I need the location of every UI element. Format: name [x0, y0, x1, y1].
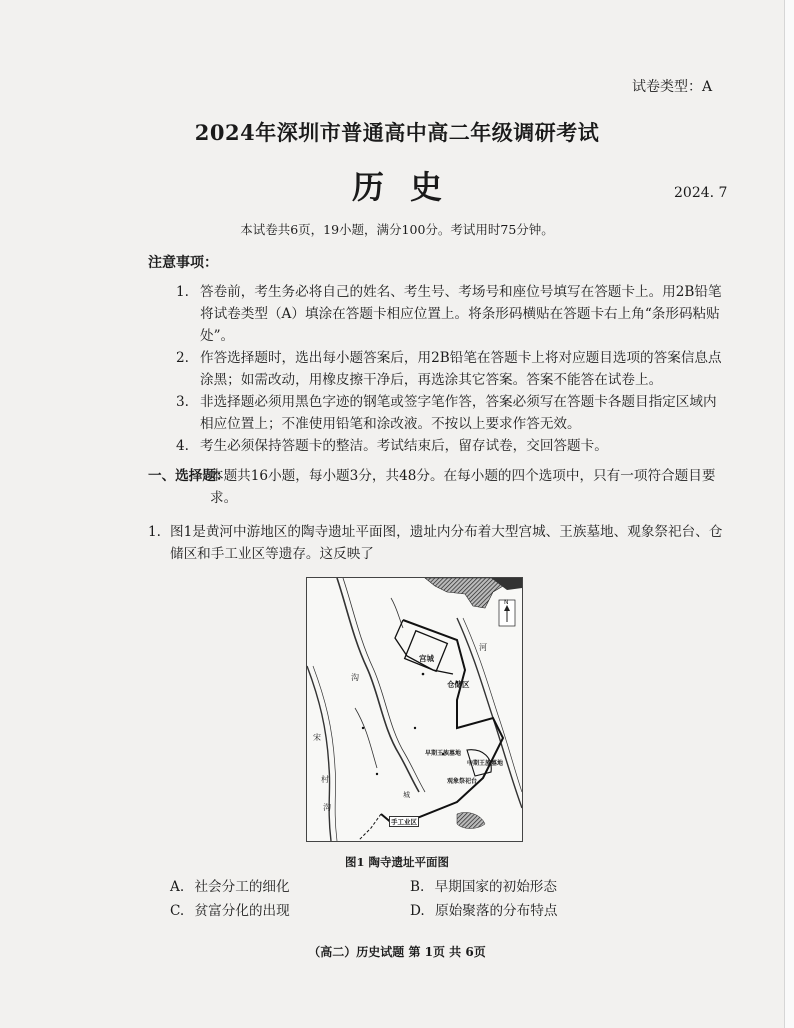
subject-title: 历史	[351, 168, 468, 206]
early-tomb-label: 早期王族墓地	[425, 750, 462, 757]
storage-label: 仓储区	[447, 680, 470, 689]
section-one	[148, 465, 724, 509]
option-b[interactable]	[410, 875, 557, 895]
notice-item	[176, 347, 724, 391]
exam-date: 2024. 7	[674, 185, 728, 201]
figure-caption: 图1 陶寺遗址平面图	[344, 855, 449, 869]
notice-item-text: 作答选择题时，选出每小题答案后，用2B铅笔在答题卡上将对应题目选项的答案信息点涂黑；如需改动，用橡皮擦干净后，再选涂其它答案。答案不能答在试卷上。	[200, 350, 722, 388]
notice-item	[176, 391, 724, 435]
ditch-label: 沟	[323, 803, 331, 812]
village-label: 村	[321, 775, 329, 784]
palace-label: 宫城	[419, 654, 434, 663]
site-plan-drawing	[307, 578, 522, 841]
craft-area-label: 手工业区	[391, 818, 417, 826]
notice-item-text: 答卷前，考生务必将自己的姓名、考生号、考场号和座位号填写在答题卡上。用2B铅笔将试卷类型（A）填涂在答题卡相应位置上。将条形码横贴在答题卡右上角“条形码粘贴处”。	[200, 284, 722, 344]
exam-title: 2024年深圳市普通高中高二年级调研考试	[194, 120, 600, 145]
village-label: 宋	[313, 733, 321, 742]
option-text: 贫富分化的出现	[194, 903, 290, 919]
mid-tomb-label: 中期王族墓地	[467, 760, 504, 767]
exam-description: 本试卷共6页，19小题，满分100分。考试用时75分钟。	[240, 222, 554, 237]
question-1	[148, 521, 724, 565]
notice-item	[176, 435, 724, 457]
option-label: C.	[170, 903, 185, 919]
option-text: 早期国家的初始形态	[434, 879, 557, 895]
option-text: 社会分工的细化	[194, 879, 290, 895]
section-instructions: 本题共16小题，每小题3分，共48分。在每小题的四个选项中，只有一项符合题目要求。	[210, 468, 716, 506]
option-label: A.	[170, 879, 185, 895]
option-a[interactable]	[170, 875, 290, 895]
section-label: 一、选择题：	[148, 468, 230, 484]
observatory-label: 观象祭祀台	[447, 778, 478, 785]
paper-type: 试卷类型：A	[632, 79, 713, 95]
notice-item-text: 考生必须保持答题卡的整洁。考试结束后，留存试卷，交回答题卡。	[200, 438, 608, 454]
option-d[interactable]	[410, 899, 557, 919]
option-text: 原始聚落的分布特点	[435, 903, 558, 919]
notice-item-number: 3.	[176, 394, 189, 410]
notice-item-number: 4.	[176, 438, 189, 454]
notice-item	[176, 281, 724, 347]
ditch-label: 沟	[351, 673, 359, 682]
site-plan-figure	[306, 577, 523, 842]
option-label: B.	[410, 879, 425, 895]
option-c[interactable]	[170, 899, 290, 919]
question-number: 1.	[148, 524, 161, 540]
notice-heading: 注意事项：	[148, 255, 218, 271]
question-stem: 图1是黄河中游地区的陶寺遗址平面图，遗址内分布着大型宫城、王族墓地、观象祭祀台、仓储区和手工业区等遗存。这反映了	[170, 524, 723, 562]
page-edge	[784, 0, 794, 1028]
notice-item-number: 2.	[176, 350, 189, 366]
notice-item-number: 1.	[176, 284, 189, 300]
wall-label: 城	[403, 791, 410, 799]
north-label: N	[504, 599, 509, 606]
option-label: D.	[410, 903, 425, 919]
river-label: 河	[479, 643, 487, 652]
notice-item-text: 非选择题必须用黑色字迹的钢笔或签字笔作答，答案必须写在答题卡各题目指定区域内相应位置上；不准使用铅笔和涂改液。不按以上要求作答无效。	[200, 394, 717, 432]
page-footer: （高二）历史试题 第 1页 共 6页	[308, 945, 486, 959]
